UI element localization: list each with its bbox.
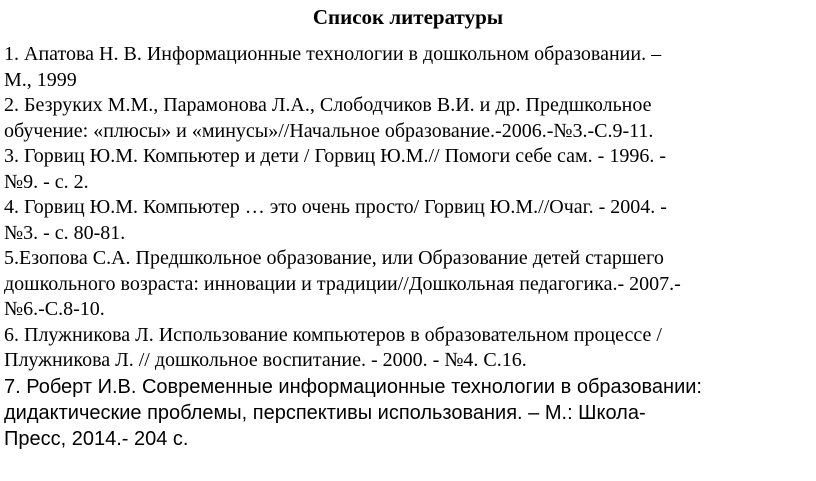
reference-line: №3. - с. 80-81. bbox=[4, 221, 126, 244]
reference-line: 5.Езопова С.А. Предшкольное образование, или Образование детей старшего bbox=[4, 247, 664, 269]
reference-item-5 bbox=[4, 246, 812, 323]
reference-line: 2. Безруких М.М., Парамонова Л.А., Слободчиков В.И. и др. Предшкольное bbox=[4, 94, 652, 116]
reference-line: 4. Горвиц Ю.М. Компьютер … это очень просто/ Горвиц Ю.М.//Очаг. - 2004. - bbox=[4, 196, 667, 218]
reference-item-1 bbox=[4, 42, 812, 93]
reference-line: Пресс, 2014.- 204 с. bbox=[4, 427, 189, 450]
reference-item-6 bbox=[4, 323, 812, 374]
reference-line: 6. Плужникова Л. Использование компьютеров в образовательном процессе / bbox=[4, 323, 662, 346]
reference-item-7 bbox=[4, 374, 812, 452]
reference-line: дидактические проблемы, перспективы использования. – М.: Школа- bbox=[4, 401, 646, 424]
reference-line: 3. Горвиц Ю.М. Компьютер и дети / Горвиц Ю.М.// Помоги себе сам. - 1996. - bbox=[4, 145, 666, 167]
reference-line: Плужникова Л. // дошкольное воспитание. - 2000. - №4. С.16. bbox=[4, 349, 527, 371]
page-title: Список литературы bbox=[312, 5, 504, 29]
reference-line: обучение: «плюсы» и «минусы»//Начальное образование.-2006.-№3.-С.9-11. bbox=[4, 119, 654, 142]
reference-item-2 bbox=[4, 93, 812, 144]
reference-line: 7. Роберт И.В. Современные информационные технологии в образовании: bbox=[4, 375, 702, 398]
reference-list bbox=[4, 42, 812, 452]
reference-line: №6.-С.8-10. bbox=[4, 298, 105, 320]
reference-line: М., 1999 bbox=[4, 68, 77, 91]
reference-item-3 bbox=[4, 144, 812, 195]
reference-line: дошкольного возраста: инновации и традиции//Дошкольная педагогика.- 2007.- bbox=[4, 272, 681, 295]
reference-line: 1. Апатова Н. В. Информационные технологии в дошкольном образовании. – bbox=[4, 43, 662, 65]
reference-line: №9. - с. 2. bbox=[4, 170, 89, 193]
reference-item-4 bbox=[4, 195, 812, 246]
